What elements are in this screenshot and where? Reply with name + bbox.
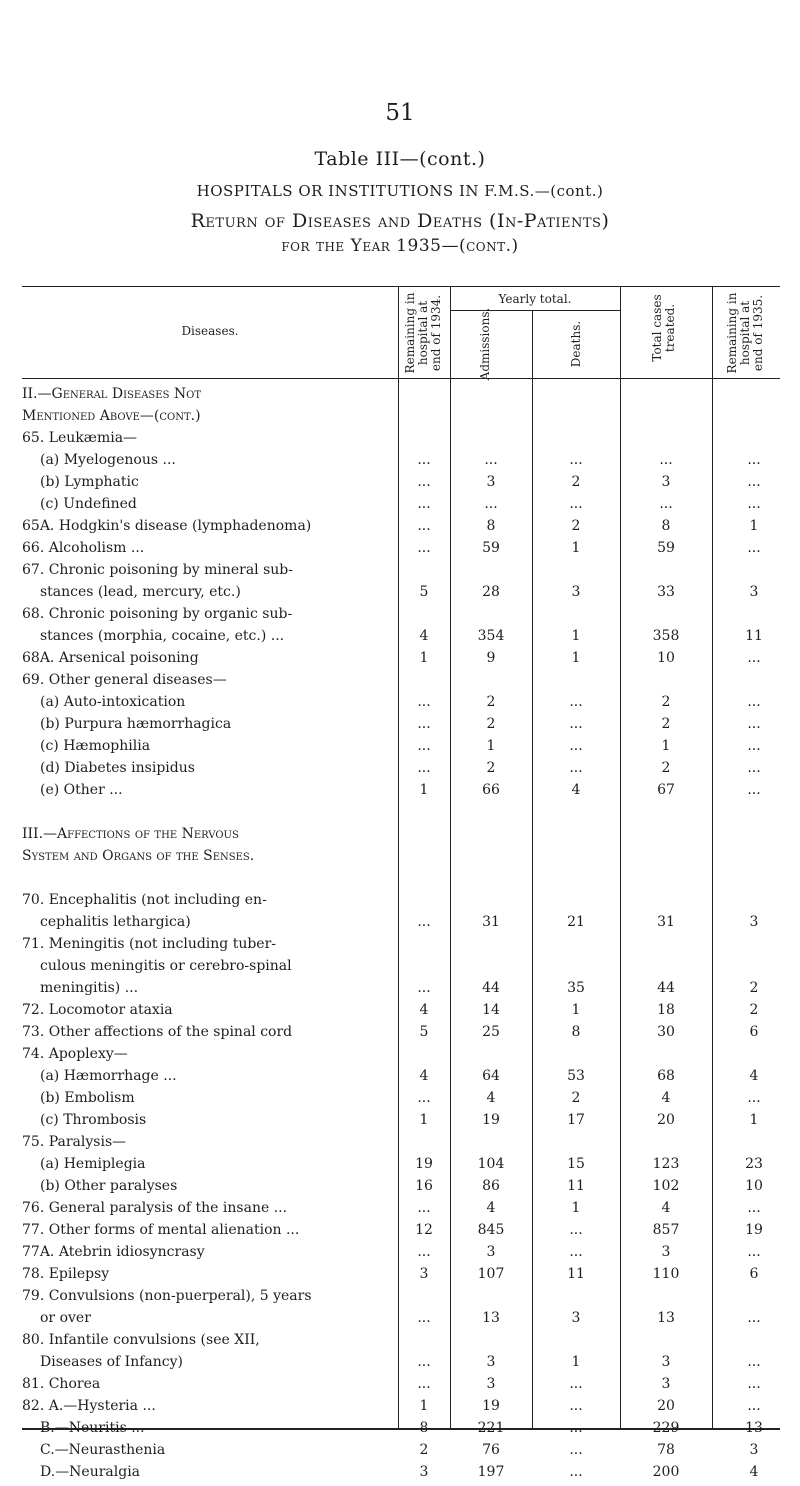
table-row bbox=[0, 892, 800, 914]
remaining-1934-cell: ... bbox=[417, 1354, 431, 1370]
table-row bbox=[0, 1068, 800, 1090]
table-row bbox=[0, 1002, 800, 1024]
admissions-cell: 3 bbox=[486, 1376, 496, 1392]
remaining-1934-cell: ... bbox=[417, 1090, 431, 1106]
deaths-cell: 1 bbox=[571, 650, 581, 666]
remaining-1934-cell: ... bbox=[417, 452, 431, 468]
remaining-1935-cell: 3 bbox=[749, 1442, 759, 1458]
admissions-cell: 3 bbox=[486, 1244, 496, 1260]
total-cases-header: Total cases treated. bbox=[650, 294, 677, 362]
disease-label: II.—General Diseases Not bbox=[22, 386, 202, 402]
admissions-cell: 4 bbox=[486, 1200, 496, 1216]
table-row bbox=[0, 1024, 800, 1046]
remaining-1935-cell: ... bbox=[747, 452, 761, 468]
remaining-1935-cell: 2 bbox=[749, 980, 759, 996]
remaining-1935-cell: 4 bbox=[749, 1068, 759, 1084]
deaths-cell: 2 bbox=[571, 474, 581, 490]
table-row bbox=[0, 1288, 800, 1310]
total-cases-cell: 20 bbox=[657, 1112, 675, 1128]
table-row bbox=[0, 914, 800, 936]
table-row bbox=[0, 562, 800, 584]
deaths-cell: 15 bbox=[567, 1156, 585, 1172]
deaths-cell: 1 bbox=[571, 1002, 581, 1018]
remaining-1934-cell: 16 bbox=[415, 1178, 433, 1194]
disease-label: (b) Other paralyses bbox=[40, 1178, 178, 1194]
disease-label: 65A. Hodgkin's disease (lymphadenoma) bbox=[22, 518, 312, 534]
deaths-cell: ... bbox=[569, 1420, 583, 1436]
remaining-1935-cell: 10 bbox=[745, 1178, 763, 1194]
remaining-1934-cell: 12 bbox=[415, 1222, 433, 1238]
disease-label: (d) Diabetes insipidus bbox=[40, 760, 195, 776]
table-row bbox=[0, 826, 800, 848]
disease-label: 66. Alcoholism ... bbox=[22, 540, 145, 556]
admissions-cell: 66 bbox=[482, 782, 500, 798]
admissions-cell: 25 bbox=[482, 1024, 500, 1040]
deaths-cell: 35 bbox=[567, 980, 585, 996]
remaining-1935-cell: 3 bbox=[749, 584, 759, 600]
remaining-1934-cell: ... bbox=[417, 1376, 431, 1392]
disease-label: (c) Undefined bbox=[40, 496, 137, 512]
disease-label: 82. A.—Hysteria ... bbox=[22, 1398, 156, 1414]
remaining-1934-cell: 5 bbox=[419, 1024, 429, 1040]
deaths-cell: ... bbox=[569, 760, 583, 776]
disease-label: Mentioned Above—(cont.) bbox=[22, 408, 201, 424]
deaths-cell: 11 bbox=[567, 1266, 585, 1282]
deaths-cell: 1 bbox=[571, 540, 581, 556]
disease-label: 76. General paralysis of the insane ... bbox=[22, 1200, 288, 1216]
disease-label: 68. Chronic poisoning by organic sub- bbox=[22, 606, 293, 622]
remaining-1935-cell: 6 bbox=[749, 1266, 759, 1282]
title-line-1: Return of Diseases and Deaths (In-Patients) bbox=[190, 210, 610, 232]
admissions-cell: 76 bbox=[482, 1442, 500, 1458]
disease-label: B.—Neuritis ... bbox=[40, 1420, 145, 1436]
total-cases-cell: 20 bbox=[657, 1398, 675, 1414]
deaths-cell: 17 bbox=[567, 1112, 585, 1128]
table-row bbox=[0, 1046, 800, 1068]
remaining-1935-cell: ... bbox=[747, 1200, 761, 1216]
remaining-1934-cell: 2 bbox=[419, 1442, 429, 1458]
total-cases-cell: 200 bbox=[652, 1464, 680, 1480]
deaths-cell: 1 bbox=[571, 628, 581, 644]
total-cases-cell: ... bbox=[659, 496, 673, 512]
table-row bbox=[0, 870, 800, 892]
disease-label: Diseases of Infancy) bbox=[40, 1354, 183, 1370]
admissions-cell: 44 bbox=[482, 980, 500, 996]
deaths-cell: ... bbox=[569, 1222, 583, 1238]
table-row bbox=[0, 760, 800, 782]
disease-label: D.—Neuralgia bbox=[40, 1464, 141, 1480]
remaining-1935-cell: ... bbox=[747, 738, 761, 754]
remaining-1934-cell: 3 bbox=[419, 1266, 429, 1282]
disease-label: 81. Chorea bbox=[22, 1376, 101, 1392]
table-row bbox=[0, 1310, 800, 1332]
deaths-cell: ... bbox=[569, 496, 583, 512]
total-cases-cell: 2 bbox=[661, 716, 671, 732]
remaining-1934-cell: ... bbox=[417, 716, 431, 732]
admissions-cell: 28 bbox=[482, 584, 500, 600]
table-row bbox=[0, 1420, 800, 1442]
remaining-1934-cell: 3 bbox=[419, 1464, 429, 1480]
disease-label: 73. Other affections of the spinal cord bbox=[22, 1024, 293, 1040]
admissions-header: Admissions. bbox=[478, 307, 492, 381]
disease-label: (b) Embolism bbox=[40, 1090, 135, 1106]
table-row bbox=[0, 540, 800, 562]
disease-label: stances (morphia, cocaine, etc.) ... bbox=[40, 628, 285, 644]
total-cases-cell: 8 bbox=[661, 518, 671, 534]
total-cases-cell: 102 bbox=[652, 1178, 680, 1194]
disease-label: (b) Lymphatic bbox=[40, 474, 139, 490]
table-row bbox=[0, 804, 800, 826]
remaining-1935-cell: ... bbox=[747, 1376, 761, 1392]
admissions-cell: 845 bbox=[477, 1222, 505, 1238]
deaths-cell: ... bbox=[569, 716, 583, 732]
table-row bbox=[0, 1266, 800, 1288]
table-row bbox=[0, 606, 800, 628]
total-cases-cell: 44 bbox=[657, 980, 675, 996]
disease-label: (a) Myelogenous ... bbox=[40, 452, 176, 468]
admissions-cell: 3 bbox=[486, 1354, 496, 1370]
disease-label: or over bbox=[40, 1310, 91, 1326]
table-row bbox=[0, 430, 800, 452]
diseases-header: Diseases. bbox=[181, 324, 239, 338]
remaining-1935-cell: ... bbox=[747, 1090, 761, 1106]
remaining-1934-cell: ... bbox=[417, 1200, 431, 1216]
admissions-cell: 2 bbox=[486, 760, 496, 776]
total-cases-cell: 3 bbox=[661, 1376, 671, 1392]
table-row bbox=[0, 1354, 800, 1376]
total-cases-cell: ... bbox=[659, 452, 673, 468]
table-row bbox=[0, 1244, 800, 1266]
disease-label: 65. Leukæmia— bbox=[22, 430, 138, 446]
total-cases-cell: 229 bbox=[652, 1420, 680, 1436]
page-number: 51 bbox=[385, 100, 415, 126]
disease-label: C.—Neurasthenia bbox=[40, 1442, 166, 1458]
total-cases-cell: 857 bbox=[652, 1222, 680, 1238]
disease-label: 72. Locomotor ataxia bbox=[22, 1002, 173, 1018]
total-cases-cell: 78 bbox=[657, 1442, 675, 1458]
admissions-cell: 354 bbox=[477, 628, 505, 644]
deaths-cell: 1 bbox=[571, 1200, 581, 1216]
remaining-1934-cell: 1 bbox=[419, 650, 429, 666]
disease-label: 68A. Arsenical poisoning bbox=[22, 650, 199, 666]
remaining-1934-cell: 4 bbox=[419, 1002, 429, 1018]
disease-label: 67. Chronic poisoning by mineral sub- bbox=[22, 562, 293, 578]
disease-label: (b) Purpura hæmorrhagica bbox=[40, 716, 232, 732]
remaining-1934-cell: ... bbox=[417, 474, 431, 490]
remaining-1934-cell: ... bbox=[417, 760, 431, 776]
total-cases-cell: 13 bbox=[657, 1310, 675, 1326]
table-row bbox=[0, 1200, 800, 1222]
remaining-1935-cell: ... bbox=[747, 782, 761, 798]
total-cases-cell: 358 bbox=[652, 628, 680, 644]
admissions-cell: 19 bbox=[482, 1112, 500, 1128]
remaining-1934-cell: ... bbox=[417, 540, 431, 556]
admissions-cell: 107 bbox=[477, 1266, 505, 1282]
remaining-1934-cell: ... bbox=[417, 1310, 431, 1326]
deaths-header: Deaths. bbox=[569, 320, 583, 368]
remaining-1934-cell: ... bbox=[417, 1244, 431, 1260]
table-row bbox=[0, 716, 800, 738]
disease-label: 71. Meningitis (not including tuber- bbox=[22, 936, 277, 952]
remaining-1934-cell: 4 bbox=[419, 628, 429, 644]
deaths-cell: ... bbox=[569, 452, 583, 468]
disease-label: 79. Convulsions (non-puerperal), 5 years bbox=[22, 1288, 312, 1304]
remaining-1935-cell: 1 bbox=[749, 1112, 759, 1128]
disease-label: culous meningitis or cerebro-spinal bbox=[40, 958, 292, 974]
total-cases-cell: 2 bbox=[661, 760, 671, 776]
remaining-1935-cell: ... bbox=[747, 496, 761, 512]
disease-label: meningitis) ... bbox=[40, 980, 139, 996]
remaining-1934-cell: 19 bbox=[415, 1156, 433, 1172]
table-row bbox=[0, 584, 800, 606]
disease-label: 75. Paralysis— bbox=[22, 1134, 127, 1150]
table-row bbox=[0, 1156, 800, 1178]
subtitle: HOSPITALS OR INSTITUTIONS IN F.M.S.—(cont.) bbox=[196, 182, 604, 200]
remaining-1934-cell: 5 bbox=[419, 584, 429, 600]
table-row bbox=[0, 848, 800, 870]
deaths-cell: 2 bbox=[571, 1090, 581, 1106]
remaining-1935-cell: ... bbox=[747, 540, 761, 556]
total-cases-cell: 68 bbox=[657, 1068, 675, 1084]
admissions-cell: 8 bbox=[486, 518, 496, 534]
disease-label: (a) Auto-intoxication bbox=[40, 694, 186, 710]
remaining-1935-cell: 2 bbox=[749, 1002, 759, 1018]
table-row bbox=[0, 782, 800, 804]
total-cases-cell: 3 bbox=[661, 474, 671, 490]
disease-label: (a) Hemiplegia bbox=[40, 1156, 146, 1172]
total-cases-cell: 110 bbox=[652, 1266, 680, 1282]
admissions-cell: ... bbox=[484, 452, 498, 468]
admissions-cell: 14 bbox=[482, 1002, 500, 1018]
total-cases-cell: 2 bbox=[661, 694, 671, 710]
total-cases-cell: 1 bbox=[661, 738, 671, 754]
deaths-cell: 8 bbox=[571, 1024, 581, 1040]
deaths-cell: ... bbox=[569, 1442, 583, 1458]
remaining-1935-header: Remaining in hospital at end of 1935. bbox=[725, 292, 765, 374]
table-row bbox=[0, 408, 800, 430]
remaining-1934-cell: ... bbox=[417, 738, 431, 754]
total-cases-cell: 3 bbox=[661, 1244, 671, 1260]
remaining-1935-cell: ... bbox=[747, 1398, 761, 1414]
table-row bbox=[0, 386, 800, 408]
table-row bbox=[0, 1222, 800, 1244]
admissions-cell: 19 bbox=[482, 1398, 500, 1414]
table-row bbox=[0, 518, 800, 540]
total-cases-cell: 4 bbox=[661, 1200, 671, 1216]
table-row bbox=[0, 1332, 800, 1354]
remaining-1934-cell: 8 bbox=[419, 1420, 429, 1436]
admissions-cell: 2 bbox=[486, 694, 496, 710]
total-cases-cell: 123 bbox=[652, 1156, 680, 1172]
deaths-cell: 4 bbox=[571, 782, 581, 798]
disease-label: (e) Other ... bbox=[40, 782, 123, 798]
table-row bbox=[0, 980, 800, 1002]
remaining-1934-cell: 1 bbox=[419, 1398, 429, 1414]
admissions-cell: 31 bbox=[482, 914, 500, 930]
disease-label: (a) Hæmorrhage ... bbox=[40, 1068, 177, 1084]
total-cases-cell: 31 bbox=[657, 914, 675, 930]
total-cases-cell: 33 bbox=[657, 584, 675, 600]
table-row bbox=[0, 1134, 800, 1156]
disease-label: 78. Epilepsy bbox=[22, 1266, 110, 1282]
deaths-cell: ... bbox=[569, 1398, 583, 1414]
disease-label: (c) Thrombosis bbox=[40, 1112, 147, 1128]
admissions-cell: ... bbox=[484, 496, 498, 512]
deaths-cell: ... bbox=[569, 1464, 583, 1480]
deaths-cell: 53 bbox=[567, 1068, 585, 1084]
deaths-cell: ... bbox=[569, 694, 583, 710]
admissions-cell: 104 bbox=[477, 1156, 505, 1172]
total-cases-cell: 59 bbox=[657, 540, 675, 556]
remaining-1935-cell: 11 bbox=[745, 628, 763, 644]
remaining-1935-cell: ... bbox=[747, 694, 761, 710]
table-row bbox=[0, 1398, 800, 1420]
table-row bbox=[0, 738, 800, 760]
total-cases-cell: 4 bbox=[661, 1090, 671, 1106]
remaining-1935-cell: 1 bbox=[749, 518, 759, 534]
remaining-1934-cell: ... bbox=[417, 496, 431, 512]
admissions-cell: 9 bbox=[486, 650, 496, 666]
disease-label: stances (lead, mercury, etc.) bbox=[40, 584, 241, 600]
table-row bbox=[0, 958, 800, 980]
table-title: Table III—(cont.) bbox=[314, 148, 486, 170]
remaining-1935-cell: ... bbox=[747, 1244, 761, 1260]
table-row bbox=[0, 496, 800, 518]
admissions-cell: 13 bbox=[482, 1310, 500, 1326]
table-row bbox=[0, 1090, 800, 1112]
remaining-1935-cell: 3 bbox=[749, 914, 759, 930]
deaths-cell: 1 bbox=[571, 1354, 581, 1370]
deaths-cell: 11 bbox=[567, 1178, 585, 1194]
deaths-cell: 21 bbox=[567, 914, 585, 930]
remaining-1935-cell: 13 bbox=[745, 1420, 763, 1436]
title-line-2: for the Year 1935—(cont.) bbox=[281, 236, 519, 256]
deaths-cell: ... bbox=[569, 1244, 583, 1260]
admissions-cell: 197 bbox=[477, 1464, 505, 1480]
admissions-cell: 86 bbox=[482, 1178, 500, 1194]
remaining-1935-cell: ... bbox=[747, 716, 761, 732]
remaining-1934-cell: ... bbox=[417, 980, 431, 996]
deaths-cell: 3 bbox=[571, 584, 581, 600]
deaths-cell: 3 bbox=[571, 1310, 581, 1326]
remaining-1935-cell: 4 bbox=[749, 1464, 759, 1480]
total-cases-cell: 67 bbox=[657, 782, 675, 798]
disease-label: (c) Hæmophilia bbox=[40, 738, 151, 754]
table-row bbox=[0, 1112, 800, 1134]
table-row bbox=[0, 1178, 800, 1200]
disease-label: 74. Apoplexy— bbox=[22, 1046, 128, 1062]
deaths-cell: ... bbox=[569, 738, 583, 754]
remaining-1935-cell: ... bbox=[747, 760, 761, 776]
deaths-cell: 2 bbox=[571, 518, 581, 534]
table-row bbox=[0, 452, 800, 474]
remaining-1935-cell: ... bbox=[747, 1310, 761, 1326]
admissions-cell: 3 bbox=[486, 474, 496, 490]
remaining-1934-cell: 4 bbox=[419, 1068, 429, 1084]
admissions-cell: 59 bbox=[482, 540, 500, 556]
disease-label: 80. Infantile convulsions (see XII, bbox=[22, 1332, 260, 1348]
disease-label: System and Organs of the Senses. bbox=[22, 848, 255, 864]
remaining-1935-cell: 23 bbox=[745, 1156, 763, 1172]
disease-label: 77A. Atebrin idiosyncrasy bbox=[22, 1244, 205, 1260]
table-row bbox=[0, 474, 800, 496]
total-cases-cell: 10 bbox=[657, 650, 675, 666]
yearly-total-header: Yearly total. bbox=[498, 292, 572, 306]
table-row bbox=[0, 1442, 800, 1464]
remaining-1934-cell: ... bbox=[417, 914, 431, 930]
table-row bbox=[0, 1376, 800, 1398]
table-row bbox=[0, 1464, 800, 1486]
deaths-cell: ... bbox=[569, 1376, 583, 1392]
remaining-1934-cell: ... bbox=[417, 694, 431, 710]
table-row bbox=[0, 672, 800, 694]
admissions-cell: 221 bbox=[477, 1420, 505, 1436]
disease-label: cephalitis lethargica) bbox=[40, 914, 191, 930]
admissions-cell: 4 bbox=[486, 1090, 496, 1106]
remaining-1934-cell: ... bbox=[417, 518, 431, 534]
disease-label: 69. Other general diseases— bbox=[22, 672, 227, 688]
disease-label: 70. Encephalitis (not including en- bbox=[22, 892, 267, 908]
remaining-1934-header: Remaining in hospital at end of 1934. bbox=[403, 292, 443, 374]
total-cases-cell: 18 bbox=[657, 1002, 675, 1018]
remaining-1935-cell: 19 bbox=[745, 1222, 763, 1238]
remaining-1935-cell: ... bbox=[747, 650, 761, 666]
total-cases-cell: 30 bbox=[657, 1024, 675, 1040]
table-row bbox=[0, 936, 800, 958]
remaining-1935-cell: ... bbox=[747, 1354, 761, 1370]
table-row bbox=[0, 694, 800, 716]
remaining-1934-cell: 1 bbox=[419, 1112, 429, 1128]
admissions-cell: 1 bbox=[486, 738, 496, 754]
remaining-1935-cell: ... bbox=[747, 474, 761, 490]
total-cases-cell: 3 bbox=[661, 1354, 671, 1370]
table-row bbox=[0, 650, 800, 672]
disease-label: III.—Affections of the Nervous bbox=[22, 826, 239, 842]
remaining-1934-cell: 1 bbox=[419, 782, 429, 798]
admissions-cell: 2 bbox=[486, 716, 496, 732]
remaining-1935-cell: 6 bbox=[749, 1024, 759, 1040]
admissions-cell: 64 bbox=[482, 1068, 500, 1084]
disease-label: 77. Other forms of mental alienation ... bbox=[22, 1222, 300, 1238]
table-row bbox=[0, 628, 800, 650]
